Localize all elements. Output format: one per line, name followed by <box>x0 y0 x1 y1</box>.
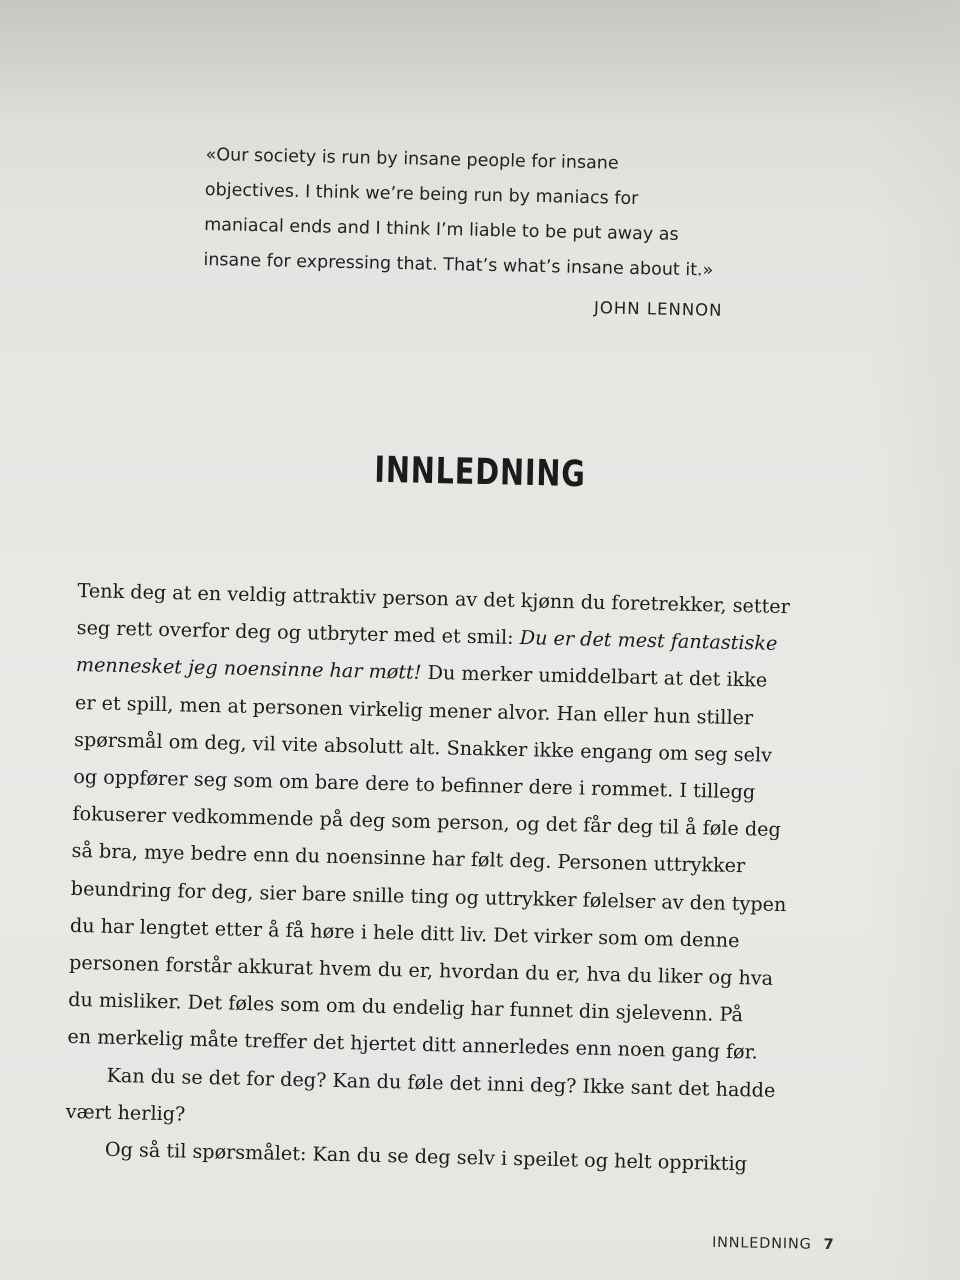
body-line: Og så til spørsmålet: Kan du se deg selv i speilet og helt oppriktig <box>104 1137 748 1176</box>
body-line: en merkelig måte treffer det hjertet ditt annerledes enn noen gang før. <box>67 1025 759 1064</box>
chapter-title: INNLEDNING <box>373 449 587 496</box>
body-line-emphasis: Du er det mest fantastiske <box>519 626 778 656</box>
body-line: fokuserer vedkommende på deg som person, og det får deg til å føle deg <box>72 802 782 842</box>
page-number: 7 <box>823 1236 835 1254</box>
body-line: og oppfører seg som om bare dere to befinner dere i rommet. I tillegg <box>73 764 756 804</box>
epigraph <box>202 138 765 321</box>
body-line-part: Du merker umiddelbart at det ikke <box>427 661 768 693</box>
body-line: vært herlig? <box>65 1099 186 1126</box>
body-line: beundring for deg, sier bare snille ting og uttrykker følelser av den typen <box>70 876 787 916</box>
page-footer <box>712 1235 835 1253</box>
epigraph-author: JOHN LENNON <box>593 298 723 320</box>
epigraph-quote <box>203 138 766 290</box>
page-edge-shade <box>870 0 960 1280</box>
body-line-emphasis: mennesket jeg noensinne har møtt! <box>75 653 422 685</box>
epigraph-line: objectives. I think we’re being run by maniacs for <box>204 179 639 210</box>
body-line: så bra, mye bedre enn du noensinne har følt deg. Personen uttrykker <box>71 839 746 878</box>
body-line: er et spill, men at personen virkelig mener alvor. Han eller hun stiller <box>74 690 754 729</box>
body-line: du har lengtet etter å få høre i hele ditt liv. Det virker som om denne <box>69 913 740 952</box>
body-line: Tenk deg at en veldig attraktiv person av det kjønn du foretrekker, setter <box>77 578 791 619</box>
body-line: du misliker. Det føles som om du endelig har funnet din sjelevenn. På <box>68 988 744 1027</box>
epigraph-line: «Our society is run by insane people for insane <box>205 144 619 174</box>
body-line-part: seg rett overfor deg og utbryter med et smil: <box>76 616 514 650</box>
running-footer-title: INNLEDNING <box>711 1234 812 1253</box>
body-line: Kan du se det for deg? Kan du føle det inni deg? Ikke sant det hadde <box>106 1063 776 1102</box>
bleed-through-text <box>100 0 840 66</box>
epigraph-line: insane for expressing that. That’s what’s insane about it.» <box>203 249 714 281</box>
epigraph-line: maniacal ends and I think I’m liable to be put away as <box>203 214 679 245</box>
body-line: personen forstår akkurat hvem du er, hvordan du er, hva du liker og hva <box>68 950 774 990</box>
body-text <box>64 572 837 1184</box>
body-line: spørsmål om deg, vil vite absolutt alt. Snakker ikke engang om seg selv <box>73 727 773 767</box>
